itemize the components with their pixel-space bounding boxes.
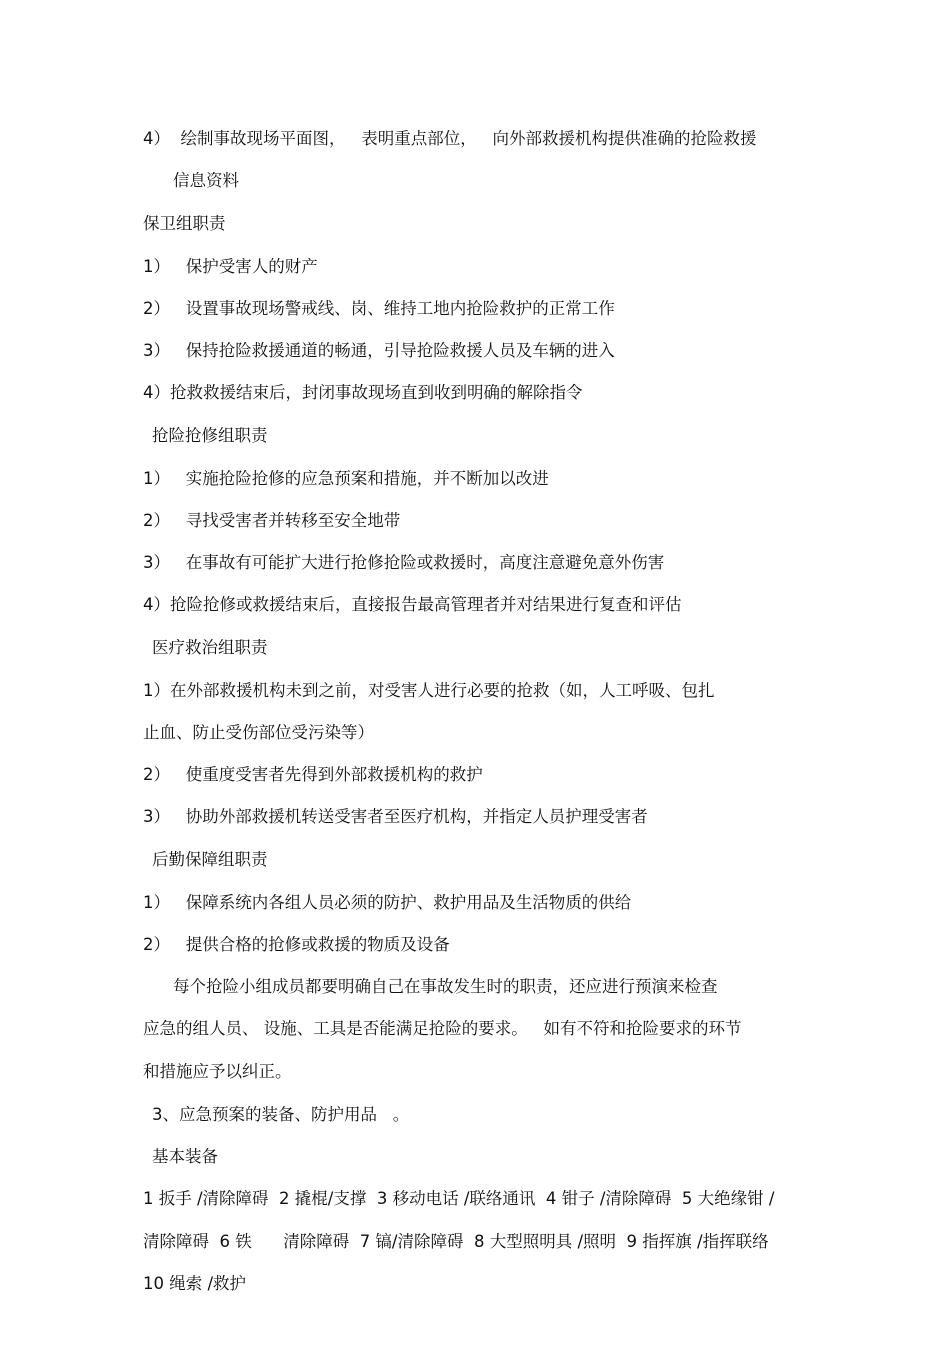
duty-item-4-drawing-line2: 信息资料 [173, 171, 239, 190]
repair-item-4: 4）抢险抢修或救援结束后，直接报告最高管理者并对结果进行复查和评估 [143, 595, 682, 614]
subheading-basic-equipment: 基本装备 [152, 1147, 218, 1166]
section-heading-medical: 医疗救治组职责 [152, 638, 268, 657]
medical-item-2: 2） 使重度受害者先得到外部救援机构的救护 [143, 765, 483, 784]
equipment-list-line3: 10 绳索 /救护 [143, 1274, 247, 1293]
medical-item-3: 3） 协助外部救援机转送受害者至医疗机构，并指定人员护理受害者 [143, 807, 648, 826]
section-heading-logistics: 后勤保障组职责 [152, 850, 268, 869]
logistics-item-2: 2） 提供合格的抢修或救援的物质及设备 [143, 935, 450, 954]
equipment-list-line1: 1 扳手 /清除障碍 2 撬棍/支撑 3 移动电话 /联络通讯 4 钳子 /清除障碍 5 大绝缘钳 / [143, 1189, 775, 1208]
security-item-1: 1） 保护受害人的财产 [143, 257, 318, 276]
summary-paragraph-line3: 和措施应予以纠正。 [143, 1062, 292, 1081]
section-heading-security: 保卫组职责 [143, 214, 226, 233]
section-heading-repair: 抢险抢修组职责 [152, 426, 268, 445]
repair-item-3: 3） 在事故有可能扩大进行抢修抢险或救援时，高度注意避免意外伤害 [143, 553, 665, 572]
repair-item-2: 2） 寻找受害者并转移至安全地带 [143, 511, 401, 530]
duty-item-4-drawing-line1: 4） 绘制事故现场平面图， 表明重点部位， 向外部救援机构提供准确的抢险救援 [143, 129, 757, 148]
summary-paragraph-line2: 应急的组人员、 设施、工具是否能满足抢险的要求。 如有不符和抢险要求的环节 [143, 1019, 742, 1038]
medical-item-1-line2: 止血、防止受伤部位受污染等） [143, 723, 374, 742]
equipment-list-line2: 清除障碍 6 铁 清除障碍 7 镐/清除障碍 8 大型照明具 /照明 9 指挥旗 /指挥联络 [143, 1232, 769, 1251]
logistics-item-1: 1） 保障系统内各组人员必须的防护、救护用品及生活物质的供给 [143, 893, 632, 912]
summary-paragraph-line1: 每个抢险小组成员都要明确自己在事故发生时的职责，还应进行预演来检查 [173, 977, 718, 996]
security-item-4: 4）抢救救援结束后，封闭事故现场直到收到明确的解除指令 [143, 383, 583, 402]
medical-item-1-line1: 1）在外部救援机构未到之前，对受害人进行必要的抢救（如，人工呼吸、包扎 [143, 681, 715, 700]
security-item-3: 3） 保持抢险救援通道的畅通，引导抢险救援人员及车辆的进入 [143, 341, 615, 360]
security-item-2: 2） 设置事故现场警戒线、岗、维持工地内抢险救护的正常工作 [143, 299, 615, 318]
repair-item-1: 1） 实施抢险抢修的应急预案和措施，并不断加以改进 [143, 469, 549, 488]
section-heading-equipment: 3、应急预案的装备、防护用品 。 [152, 1105, 410, 1124]
